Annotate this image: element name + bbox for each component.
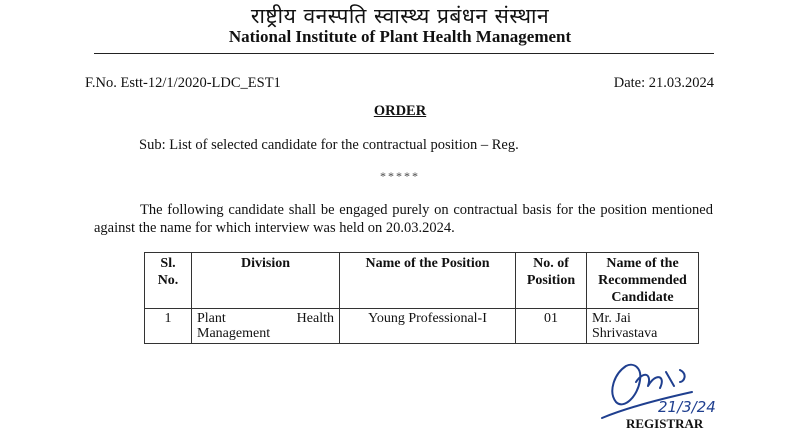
order-heading: ORDER xyxy=(373,103,427,119)
order-body-paragraph: The following candidate shall be engaged purely on contractual basis for the position mentioned against the name for which interview was held on 20.03.2024. xyxy=(94,202,713,236)
col-header-recommended-candidate: Name of the Recommended Candidate xyxy=(587,253,699,309)
cell-position-name: Young Professional-I xyxy=(340,309,516,344)
cell-candidate-name: Mr. Jai Shrivastava xyxy=(587,309,699,344)
cell-division: Plant Health Management xyxy=(192,309,340,344)
designation-registrar: REGISTRAR xyxy=(626,416,704,431)
col-header-sl-no: Sl. No. xyxy=(145,253,192,309)
subject-line: Sub: List of selected candidate for the contractual position – Reg. xyxy=(139,137,519,153)
institute-name-hindi: राष्ट्रीय वनस्पति स्वास्थ्य प्रबंधन संस्थान xyxy=(250,4,550,28)
separator-stars: ***** xyxy=(380,169,420,183)
file-number: F.No. Estt-12/1/2020-LDC_EST1 xyxy=(85,75,281,91)
order-date: Date: 21.03.2024 xyxy=(613,75,714,91)
cell-sl-no: 1 xyxy=(145,309,192,344)
institute-name-english: National Institute of Plant Health Management xyxy=(228,27,572,46)
col-header-position-name: Name of the Position xyxy=(340,253,516,309)
signature-date: 21/3/24 xyxy=(658,398,716,416)
cell-no-of-position: 01 xyxy=(516,309,587,344)
header-divider xyxy=(94,53,714,54)
table-row xyxy=(145,309,699,344)
table-header-row xyxy=(145,253,699,309)
col-header-division: Division xyxy=(192,253,340,309)
col-header-no-of-position: No. of Position xyxy=(516,253,587,309)
selected-candidates-table xyxy=(144,252,699,344)
